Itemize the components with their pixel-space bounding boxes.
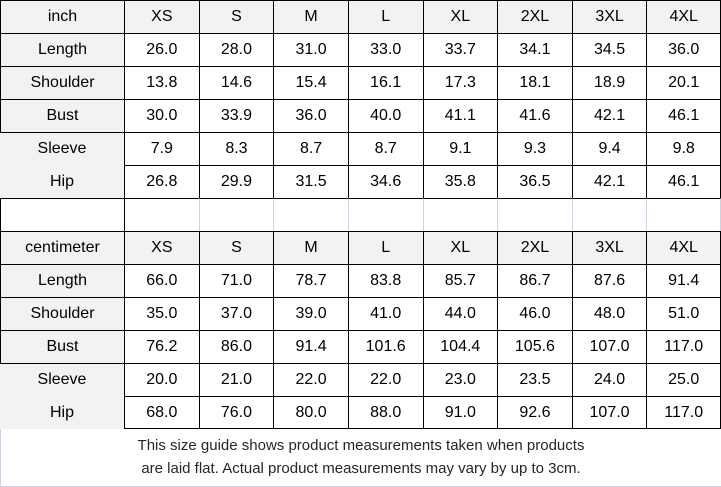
measurement-value-cell: 48.0 [572, 297, 647, 330]
measurement-value-cell: 91.4 [646, 264, 721, 297]
measurement-value-cell: 107.0 [572, 330, 647, 363]
measurement-value-cell: 35.0 [124, 297, 199, 330]
measurement-value-cell: 83.8 [348, 264, 423, 297]
measurement-value-cell: 9.1 [423, 132, 498, 165]
size-note [0, 429, 721, 487]
measurement-value-cell: 46.1 [646, 165, 721, 198]
measurement-value-cell: 33.0 [348, 33, 423, 66]
measurement-value-cell: 34.1 [497, 33, 572, 66]
measurement-value-cell: 88.0 [348, 396, 423, 429]
size-header-cell: XS [124, 0, 199, 33]
size-header-cell: L [348, 0, 423, 33]
measurement-value-cell: 36.0 [646, 33, 721, 66]
measurement-value-cell: 9.8 [646, 132, 721, 165]
measurement-value-cell: 33.9 [199, 99, 274, 132]
measurement-value-cell: 68.0 [124, 396, 199, 429]
measurement-value-cell: 16.1 [348, 66, 423, 99]
measurement-value-cell: 46.0 [497, 297, 572, 330]
measurement-value-cell: 39.0 [273, 297, 348, 330]
measurement-value-cell: 66.0 [124, 264, 199, 297]
measurement-label-cell: Bust [0, 330, 124, 363]
spacer-cell [497, 198, 572, 231]
size-header-cell: 2XL [497, 0, 572, 33]
measurement-value-cell: 85.7 [423, 264, 498, 297]
size-note-line2: are laid flat. Actual product measurements may vary by up to 3cm. [141, 459, 581, 477]
measurement-value-cell: 34.5 [572, 33, 647, 66]
measurement-label-cell: Sleeve [0, 363, 124, 396]
measurement-value-cell: 42.1 [572, 99, 647, 132]
measurement-value-cell: 21.0 [199, 363, 274, 396]
size-header-cell: 3XL [572, 0, 647, 33]
measurement-value-cell: 18.9 [572, 66, 647, 99]
spacer-label-cell [0, 198, 124, 231]
spacer-cell [348, 198, 423, 231]
measurement-value-cell: 42.1 [572, 165, 647, 198]
measurement-value-cell: 46.1 [646, 99, 721, 132]
measurement-value-cell: 35.8 [423, 165, 498, 198]
spacer-cell [199, 198, 274, 231]
measurement-value-cell: 44.0 [423, 297, 498, 330]
measurement-value-cell: 20.0 [124, 363, 199, 396]
centimeter-unit-cell: centimeter [0, 231, 124, 264]
spacer-cell [572, 198, 647, 231]
measurement-value-cell: 20.1 [646, 66, 721, 99]
measurement-value-cell: 41.0 [348, 297, 423, 330]
measurement-value-cell: 117.0 [646, 330, 721, 363]
measurement-value-cell: 40.0 [348, 99, 423, 132]
measurement-value-cell: 104.4 [423, 330, 498, 363]
measurement-value-cell: 31.5 [273, 165, 348, 198]
measurement-value-cell: 22.0 [348, 363, 423, 396]
measurement-value-cell: 33.7 [423, 33, 498, 66]
measurement-value-cell: 87.6 [572, 264, 647, 297]
measurement-value-cell: 86.0 [199, 330, 274, 363]
measurement-value-cell: 28.0 [199, 33, 274, 66]
measurement-value-cell: 105.6 [497, 330, 572, 363]
measurement-value-cell: 51.0 [646, 297, 721, 330]
size-header-cell: M [273, 0, 348, 33]
measurement-value-cell: 91.0 [423, 396, 498, 429]
measurement-label-cell: Bust [0, 99, 124, 132]
measurement-value-cell: 76.2 [124, 330, 199, 363]
size-header-cell: 3XL [572, 231, 647, 264]
size-note-line1: This size guide shows product measurements taken when products [137, 436, 585, 454]
measurement-value-cell: 41.1 [423, 99, 498, 132]
measurement-label-cell: Shoulder [0, 297, 124, 330]
measurement-value-cell: 17.3 [423, 66, 498, 99]
measurement-label-cell: Length [0, 33, 124, 66]
measurement-value-cell: 30.0 [124, 99, 199, 132]
measurement-value-cell: 15.4 [273, 66, 348, 99]
measurement-value-cell: 9.3 [497, 132, 572, 165]
size-header-cell: 2XL [497, 231, 572, 264]
size-header-cell: S [199, 231, 274, 264]
measurement-value-cell: 107.0 [572, 396, 647, 429]
measurement-value-cell: 36.0 [273, 99, 348, 132]
measurement-value-cell: 26.0 [124, 33, 199, 66]
measurement-value-cell: 24.0 [572, 363, 647, 396]
measurement-value-cell: 91.4 [273, 330, 348, 363]
measurement-value-cell: 37.0 [199, 297, 274, 330]
spacer-cell [124, 198, 199, 231]
measurement-value-cell: 9.4 [572, 132, 647, 165]
measurement-value-cell: 8.3 [199, 132, 274, 165]
measurement-value-cell: 92.6 [497, 396, 572, 429]
measurement-label-cell: Hip [0, 165, 124, 198]
size-header-cell: 4XL [646, 0, 721, 33]
measurement-value-cell: 34.6 [348, 165, 423, 198]
measurement-value-cell: 18.1 [497, 66, 572, 99]
size-header-cell: L [348, 231, 423, 264]
measurement-value-cell: 76.0 [199, 396, 274, 429]
measurement-label-cell: Hip [0, 396, 124, 429]
spacer-cell [646, 198, 721, 231]
measurement-value-cell: 8.7 [348, 132, 423, 165]
measurement-label-cell: Shoulder [0, 66, 124, 99]
measurement-value-cell: 7.9 [124, 132, 199, 165]
measurement-label-cell: Length [0, 264, 124, 297]
measurement-value-cell: 14.6 [199, 66, 274, 99]
measurement-value-cell: 25.0 [646, 363, 721, 396]
measurement-value-cell: 36.5 [497, 165, 572, 198]
measurement-value-cell: 23.0 [423, 363, 498, 396]
measurement-value-cell: 86.7 [497, 264, 572, 297]
inch-unit-cell: inch [0, 0, 124, 33]
spacer-cell [423, 198, 498, 231]
measurement-value-cell: 26.8 [124, 165, 199, 198]
measurement-label-cell: Sleeve [0, 132, 124, 165]
size-header-cell: XS [124, 231, 199, 264]
spacer-cell [273, 198, 348, 231]
size-header-cell: S [199, 0, 274, 33]
measurement-value-cell: 101.6 [348, 330, 423, 363]
measurement-value-cell: 8.7 [273, 132, 348, 165]
measurement-value-cell: 41.6 [497, 99, 572, 132]
measurement-value-cell: 80.0 [273, 396, 348, 429]
measurement-value-cell: 31.0 [273, 33, 348, 66]
measurement-value-cell: 13.8 [124, 66, 199, 99]
size-header-cell: M [273, 231, 348, 264]
measurement-value-cell: 117.0 [646, 396, 721, 429]
measurement-value-cell: 29.9 [199, 165, 274, 198]
measurement-value-cell: 23.5 [497, 363, 572, 396]
size-header-cell: 4XL [646, 231, 721, 264]
measurement-value-cell: 22.0 [273, 363, 348, 396]
size-header-cell: XL [423, 0, 498, 33]
measurement-value-cell: 71.0 [199, 264, 274, 297]
size-header-cell: XL [423, 231, 498, 264]
measurement-value-cell: 78.7 [273, 264, 348, 297]
